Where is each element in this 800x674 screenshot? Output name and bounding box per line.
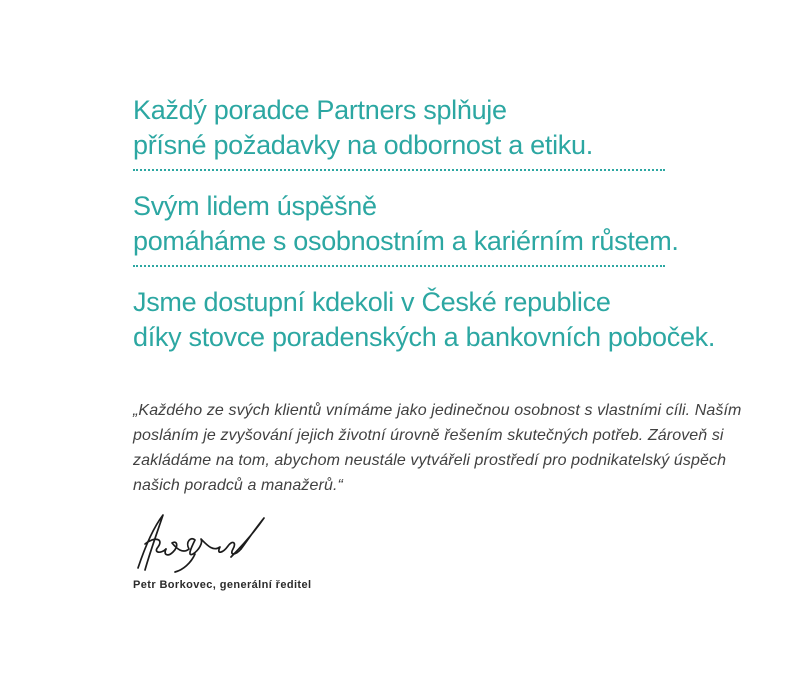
dotted-separator (133, 169, 665, 171)
signature-caption: Petr Borkovec, generální ředitel (133, 579, 312, 591)
statement-line: přísné požadavky na odbornost a etiku. (133, 130, 593, 160)
statement-line: pomáháme s osobnostním a kariérním růstem. (133, 226, 679, 256)
quote-line: „Každého ze svých klientů vnímáme jako jedinečnou osobnost s vlastními cíli. Naším (133, 402, 742, 419)
dotted-separator (133, 265, 665, 267)
statement-line: Jsme dostupní kdekoli v České republice (133, 287, 611, 317)
page-content (133, 93, 742, 591)
quote-line: zakládáme na tom, abychom neustále vytvářeli prostředí pro podnikatelský úspěch (133, 452, 727, 469)
statement-line: Každý poradce Partners splňuje (133, 95, 507, 125)
ceo-quote (133, 398, 742, 498)
quote-line: našich poradců a manažerů.“ (133, 477, 343, 494)
statement-ethics (133, 93, 693, 163)
statement-growth (133, 189, 693, 259)
statement-line: díky stovce poradenských a bankovních poboček. (133, 322, 716, 352)
statement-availability (133, 285, 716, 355)
signature-image (133, 512, 268, 576)
quote-line: posláním je zvyšování jejich životní úrovně řešením skutečných potřeb. Zároveň si (133, 427, 724, 444)
statement-line: Svým lidem úspěšně (133, 191, 377, 221)
